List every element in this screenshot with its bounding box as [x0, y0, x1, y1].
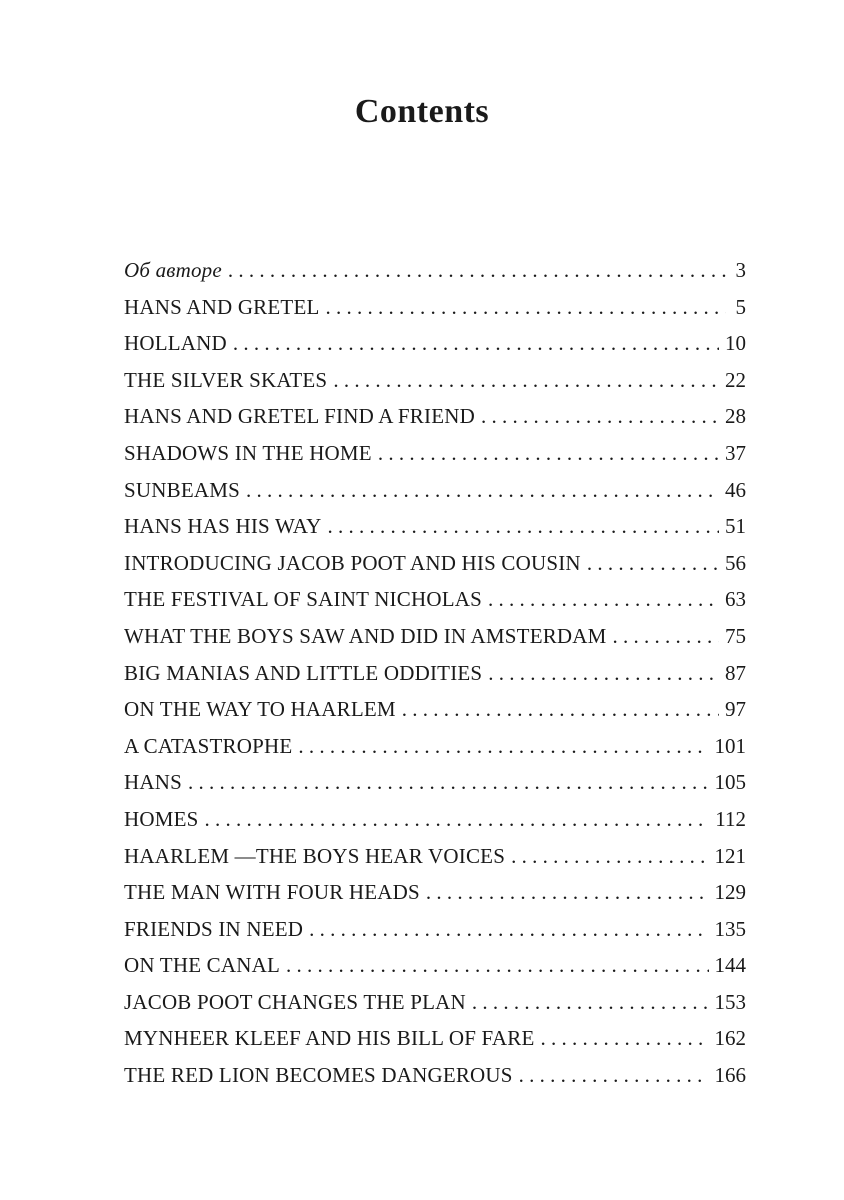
dot-leader	[472, 984, 709, 1021]
dot-leader	[328, 508, 720, 545]
dot-leader	[246, 472, 719, 509]
table-of-contents	[124, 252, 746, 1094]
toc-entry	[124, 1020, 746, 1057]
toc-entry	[124, 984, 746, 1021]
toc-entry	[124, 947, 746, 984]
toc-entry-page-number: 87	[725, 660, 746, 685]
toc-entry-page-number: 153	[714, 989, 746, 1014]
toc-entry-page-number: 51	[725, 514, 746, 539]
toc-entry-page-number: 121	[714, 843, 746, 868]
dot-leader	[587, 545, 719, 582]
toc-entry-page-number: 46	[725, 477, 746, 502]
dot-leader	[511, 838, 708, 875]
toc-entry-page-number: 75	[725, 623, 746, 648]
toc-entry-title: HANS	[124, 770, 182, 795]
toc-entry	[124, 728, 746, 765]
toc-entry-page-number: 162	[714, 1026, 746, 1051]
toc-entry-title: HOLLAND	[124, 331, 227, 356]
toc-entry-title: BIG MANIAS AND LITTLE ODDITIES	[124, 660, 483, 685]
toc-entry-page-number: 28	[725, 404, 746, 429]
toc-entry-page-number: 105	[714, 770, 746, 795]
toc-entry-title: Об авторе	[124, 258, 222, 282]
toc-entry-title: THE MAN WITH FOUR HEADS	[124, 880, 420, 905]
toc-entry-page-number: 22	[725, 367, 746, 392]
toc-entry	[124, 435, 746, 472]
toc-entry-title: JACOB POOT CHANGES THE PLAN	[124, 989, 466, 1014]
dot-leader	[333, 362, 719, 399]
dot-leader	[426, 874, 709, 911]
dot-leader	[233, 325, 719, 362]
toc-entry-title: A CATASTROPHE	[124, 733, 293, 758]
toc-entry-page-number: 166	[714, 1063, 746, 1088]
dot-leader	[402, 691, 719, 728]
toc-entry-page-number: 129	[714, 880, 746, 905]
toc-entry-title: HAARLEM —THE BOYS HEAR VOICES	[124, 843, 506, 868]
toc-entry	[124, 325, 746, 362]
toc-entry-title: SUNBEAMS	[124, 477, 240, 502]
toc-entry-title: HANS HAS HIS WAY	[124, 514, 322, 539]
toc-entry-page-number: 3	[735, 258, 746, 282]
toc-entry-page-number: 97	[725, 697, 746, 722]
toc-entry-page-number: 112	[715, 806, 746, 831]
toc-entry	[124, 508, 746, 545]
toc-entry-page-number: 135	[714, 916, 746, 941]
toc-entry	[124, 874, 746, 911]
toc-entry-title: SHADOWS IN THE HOME	[124, 440, 372, 465]
toc-entry-page-number: 101	[714, 733, 746, 758]
dot-leader	[298, 728, 708, 765]
dot-leader	[228, 252, 726, 289]
dot-leader	[540, 1020, 708, 1057]
toc-entry-page-number: 37	[725, 440, 746, 465]
dot-leader	[488, 581, 719, 618]
toc-entry	[124, 545, 746, 582]
toc-entry	[124, 911, 746, 948]
toc-entry	[124, 289, 746, 326]
toc-entry	[124, 691, 746, 728]
toc-entry	[124, 655, 746, 692]
toc-entry	[124, 472, 746, 509]
toc-entry	[124, 838, 746, 875]
toc-entry-title: INTRODUCING JACOB POOT AND HIS COUSIN	[124, 550, 581, 575]
toc-entry-title: THE FESTIVAL OF SAINT NICHOLAS	[124, 587, 482, 612]
dot-leader	[286, 947, 708, 984]
dot-leader	[326, 289, 727, 326]
toc-entry-title: THE RED LION BECOMES DANGEROUS	[124, 1063, 513, 1088]
toc-entry-page-number: 63	[725, 587, 746, 612]
toc-entry-title: HANS AND GRETEL	[124, 294, 320, 319]
dot-leader	[519, 1057, 709, 1094]
dot-leader	[205, 801, 710, 838]
toc-entry	[124, 618, 746, 655]
toc-entry-title: ON THE CANAL	[124, 953, 281, 978]
toc-entry	[124, 1057, 746, 1094]
toc-entry-title: ON THE WAY TO HAARLEM	[124, 697, 396, 722]
toc-entry	[124, 801, 746, 838]
toc-entry	[124, 252, 746, 289]
toc-entry-page-number: 144	[714, 953, 746, 978]
page-title: Contents	[354, 93, 490, 130]
dot-leader	[188, 764, 709, 801]
dot-leader	[309, 911, 708, 948]
toc-entry-title: WHAT THE BOYS SAW AND DID IN AMSTERDAM	[124, 623, 607, 648]
toc-entry-title: HOMES	[124, 806, 199, 831]
toc-entry-page-number: 10	[725, 331, 746, 356]
toc-entry	[124, 581, 746, 618]
toc-entry-page-number: 56	[725, 550, 746, 575]
toc-entry-title: FRIENDS IN NEED	[124, 916, 304, 941]
toc-entry-page-number: 5	[735, 294, 746, 319]
dot-leader	[613, 618, 719, 655]
toc-entry	[124, 362, 746, 399]
dot-leader	[481, 398, 719, 435]
toc-entry-title: HANS AND GRETEL FIND A FRIEND	[124, 404, 475, 429]
toc-entry	[124, 764, 746, 801]
toc-entry	[124, 398, 746, 435]
toc-entry-title: THE SILVER SKATES	[124, 367, 328, 392]
dot-leader	[488, 655, 719, 692]
toc-entry-title: MYNHEER KLEEF AND HIS BILL OF FARE	[124, 1026, 535, 1051]
dot-leader	[378, 435, 719, 472]
